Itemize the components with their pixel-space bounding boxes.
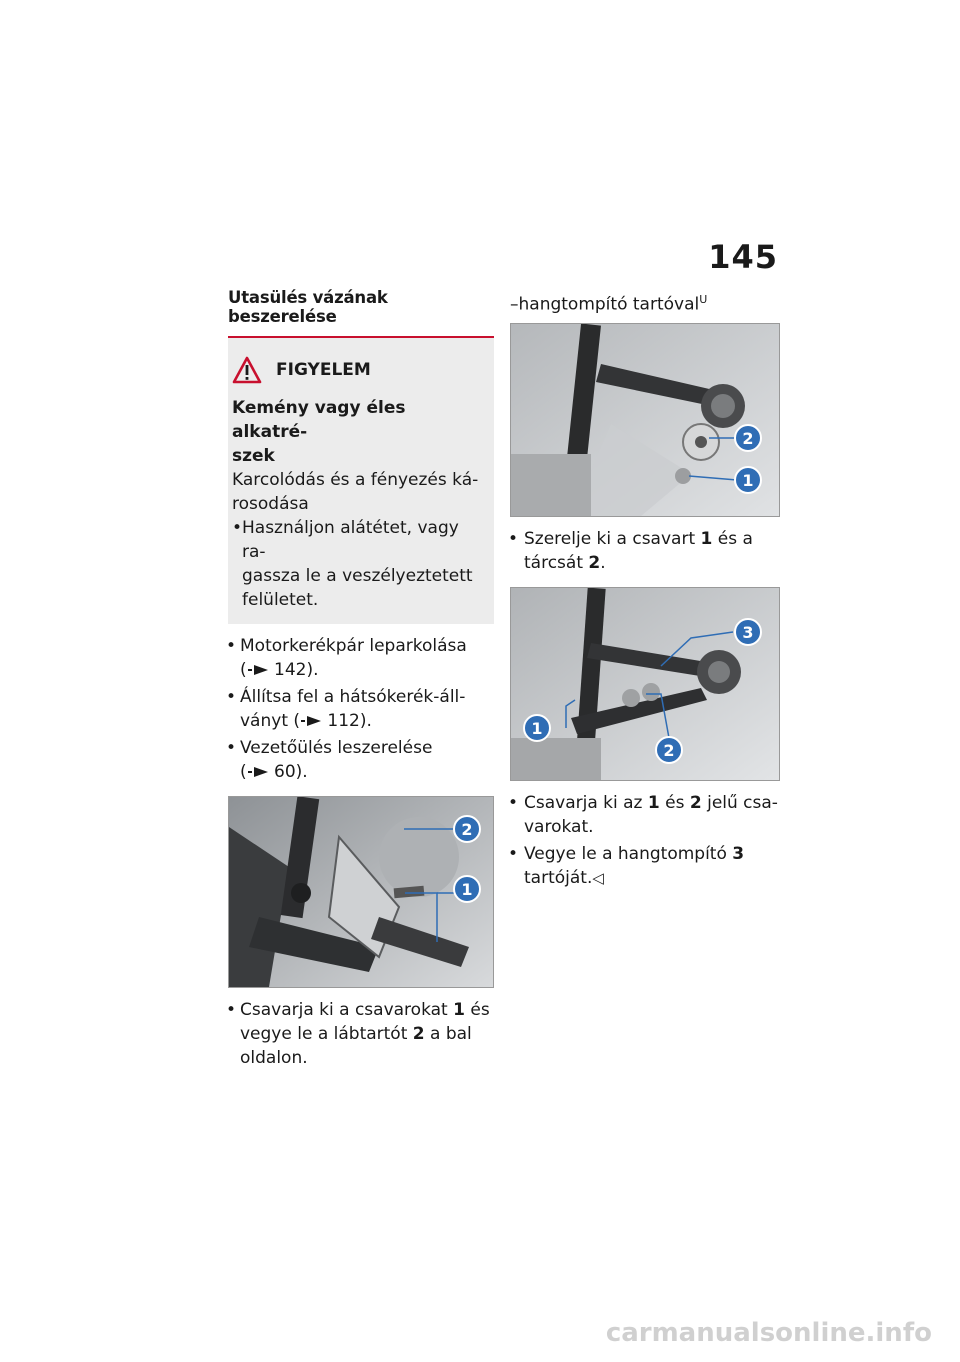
warning-description-line: rosodása [232, 494, 309, 514]
svg-text:1: 1 [742, 470, 754, 490]
sub-heading [510, 288, 782, 317]
step-text: oldalon. [240, 1048, 308, 1068]
step-ref-number: 3 [732, 843, 745, 864]
warning-headline-line: Kemény vagy éles alkatré- [232, 398, 406, 442]
step-item [510, 842, 782, 890]
step-ref-number: 1 [700, 528, 713, 549]
page-reference-arrow-icon [300, 715, 322, 727]
step-text: • Állítsa fel a hátsókerék-áll- [240, 687, 466, 707]
step-text: • Motorkerékpár leparkolása [240, 636, 467, 656]
step-text: tartóját. [524, 867, 593, 888]
svg-text:2: 2 [663, 740, 675, 760]
step-item: • Motorkerékpár leparkolása ( 142). [228, 634, 494, 682]
step-text: ványt ( [240, 711, 301, 731]
page-reference-link[interactable]: 112). [327, 711, 372, 731]
step-list [228, 634, 494, 784]
step-ref-number: 1 [453, 1000, 465, 1020]
callout-1 [735, 467, 761, 493]
warning-headline [232, 396, 480, 468]
step-text: jelű csa- [701, 792, 778, 813]
step-item [510, 791, 782, 839]
warning-bullet-line: gassza le a veszélyeztetett [242, 566, 473, 586]
warning-description [232, 468, 480, 516]
callout-3 [735, 619, 761, 645]
page-reference-link[interactable]: 142). [274, 660, 319, 680]
step-item [228, 998, 494, 1070]
right-column [510, 288, 782, 893]
page-number: 145 [708, 238, 778, 276]
callout-2 [656, 737, 682, 763]
step-ref-number: 2 [588, 552, 601, 573]
callout-2 [454, 816, 480, 842]
step-ref-number: 2 [412, 1024, 425, 1044]
step-text: és [464, 1000, 490, 1020]
page-reference-link[interactable]: 60). [274, 762, 308, 782]
section-title: Utasülés vázának beszerelése [228, 288, 494, 338]
sub-heading-text: –hangtompító tartóval [510, 294, 700, 315]
warning-box [228, 338, 494, 624]
step-ref-number: 1 [647, 792, 660, 813]
warning-label: FIGYELEM [276, 360, 371, 380]
callout-1 [524, 715, 550, 741]
step-item [510, 527, 782, 575]
warning-bullet [232, 516, 480, 612]
step-text: és [659, 792, 690, 813]
step-text: tárcsát [524, 552, 589, 573]
warning-bullet-line: • Használjon alátétet, vagy ra- [242, 518, 459, 562]
bolt-washer-figure [510, 323, 780, 517]
svg-text:1: 1 [461, 880, 473, 899]
callout-1 [454, 876, 480, 902]
left-column [228, 288, 494, 1073]
end-of-section-icon: ◁ [592, 868, 604, 887]
watermark: carmanualsonline.info [605, 1318, 932, 1348]
step-text: Csavarja ki az [524, 792, 648, 813]
footrest-illustration [229, 797, 493, 987]
silencer-bracket-illustration [511, 588, 779, 780]
step-text: és a [712, 528, 753, 549]
step-text: a bal [424, 1024, 472, 1044]
step-text: . [600, 552, 606, 573]
callout-2 [735, 425, 761, 451]
svg-text:2: 2 [461, 820, 473, 839]
warning-description-line: Karcolódás és a fényezés ká- [232, 470, 479, 490]
step-item: • Vezetőülés leszerelése ( 60). [228, 736, 494, 784]
step-list [510, 791, 782, 890]
step-text: Szerelje ki a csavart [524, 528, 701, 549]
page-reference-arrow-icon [247, 766, 269, 778]
footrest-figure [228, 796, 494, 988]
warning-list [232, 516, 480, 612]
page-reference-arrow-icon [247, 664, 269, 676]
step-ref-number: 2 [689, 792, 702, 813]
step-item [228, 685, 494, 733]
svg-text:1: 1 [531, 718, 543, 738]
warning-header [232, 356, 480, 384]
step-list [510, 527, 782, 575]
step-text: varokat. [524, 816, 594, 837]
silencer-bracket-figure [510, 587, 780, 781]
sub-heading-sup: U [699, 293, 708, 306]
bolt-washer-illustration [511, 324, 779, 516]
step-text: Csavarja ki a csavarokat [240, 1000, 454, 1020]
step-text: vegye le a lábtartót [240, 1024, 413, 1044]
step-text: • Vezetőülés leszerelése [240, 738, 433, 758]
svg-text:3: 3 [742, 622, 754, 642]
warning-bullet-line: felületet. [242, 590, 319, 610]
warning-headline-line: szek [232, 446, 275, 466]
warning-triangle-icon [232, 356, 262, 384]
step-text: Vegye le a hangtompító [524, 843, 733, 864]
svg-text:2: 2 [742, 428, 754, 448]
step-list [228, 998, 494, 1070]
